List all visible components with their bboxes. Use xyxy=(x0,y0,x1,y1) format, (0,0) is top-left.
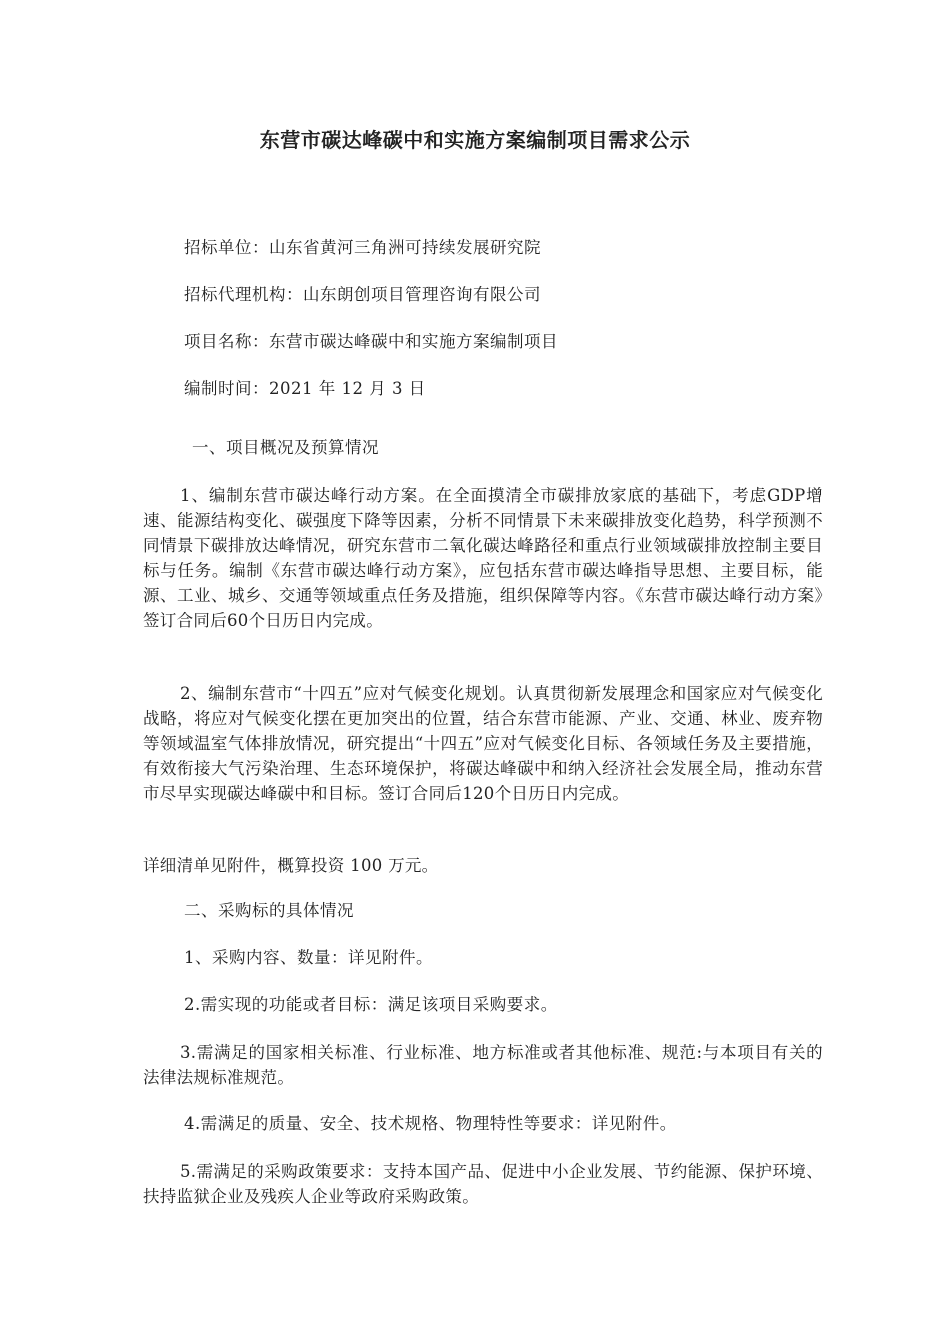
section-2-item-2: 2.需实现的功能或者目标：满足该项目采购要求。 xyxy=(184,995,558,1014)
document-title: 东营市碳达峰碳中和实施方案编制项目需求公示 xyxy=(259,128,691,152)
section-1-item-2: 2、编制东营市“十四五”应对气候变化规划。认真贯彻新发展理念和国家应对气候变化战略，将应对气候变化摆在更加突出的位置，结合东营市能源、产业、交通、林业、废弃物等领域温室气体排放情况，研究提出“十四五”应对气候变化目标、各领域任务及主要措施，有效衔接大气污染治理、生态环境保护，将碳达峰碳中和纳入经济社会发展全局，推动东营市尽早实现碳达峰碳中和目标。签订合同后120个日历日内完成。 xyxy=(143,684,823,803)
section-2-heading: 二、采购标的具体情况 xyxy=(184,901,354,920)
section-2-item-1: 1、采购内容、数量：详见附件。 xyxy=(184,948,433,967)
section-2-item-5: 5.需满足的采购政策要求：支持本国产品、促进中小企业发展、节约能源、保护环境、扶持监狱企业及残疾人企业等政府采购政策。 xyxy=(143,1162,823,1206)
section-1-heading: 一、项目概况及预算情况 xyxy=(192,438,379,457)
section-2-item-4: 4.需满足的质量、安全、技术规格、物理特性等要求：详见附件。 xyxy=(184,1114,677,1133)
section-1-item-1: 1、编制东营市碳达峰行动方案。在全面摸清全市碳排放家底的基础下，考虑GDP增速、能源结构变化、碳强度下降等因素，分析不同情景下未来碳排放变化趋势，科学预测不同情景下碳排放达峰情况，研究东营市二氧化碳达峰路径和重点行业领域碳排放控制主要目标与任务。编制《东营市碳达峰行动方案》，应包括东营市碳达峰指导思想、主要目标，能源、工业、城乡、交通等领域重点任务及措施，组织保障等内容。《东营市碳达峰行动方案》签订合同后60个日历日内完成。 xyxy=(143,486,823,630)
tender-agency: 招标代理机构：山东朗创项目管理咨询有限公司 xyxy=(184,285,541,304)
compile-date: 编制时间：2021 年 12 月 3 日 xyxy=(184,379,426,398)
section-2-item-3: 3.需满足的国家相关标准、行业标准、地方标准或者其他标准、规范:与本项目有关的法律法规标准规范。 xyxy=(143,1043,823,1087)
tender-unit: 招标单位：山东省黄河三角洲可持续发展研究院 xyxy=(184,238,541,257)
budget-summary: 详细清单见附件，概算投资 100 万元。 xyxy=(143,856,439,875)
project-name: 项目名称：东营市碳达峰碳中和实施方案编制项目 xyxy=(184,332,558,351)
